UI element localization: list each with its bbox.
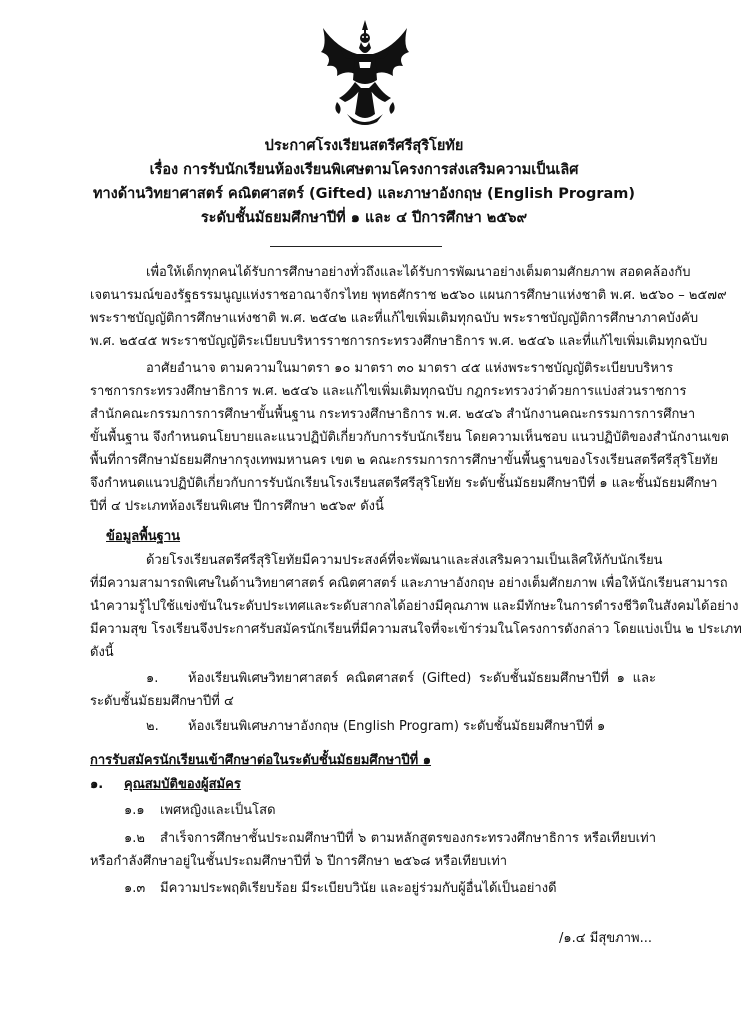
authority-line: ราชการกระทรวงศึกษาธิการ พ.ศ. ๒๕๔๖ และแก้ไขเพิ่มเติมทุกฉบับ กฎกระทรวงว่าด้วยการแบ่งส่วนราชการ: [90, 384, 687, 399]
authority-line: ปีที่ ๔ ประเภทห้องเรียนพิเศษ ปีการศึกษา ๒๕๖๙ ดังนี้: [90, 499, 384, 514]
authority-line: ขั้นพื้นฐาน จึงกำหนดนโยบายและแนวปฏิบัติเกี่ยวกับการรับนักเรียน โดยความเห็นชอบ แนวปฏิบัติของสำนักงานเขต: [90, 430, 729, 445]
qual-number: ๑.๒: [124, 831, 145, 846]
qual-number: ๑.: [90, 777, 104, 792]
type-item: ห้องเรียนพิเศษภาษาอังกฤษ (English Program) ระดับชั้นมัธยมศึกษาปีที่ ๑: [188, 719, 606, 734]
title-divider: [270, 246, 442, 247]
type-item-continued: ระดับชั้นมัธยมศึกษาปีที่ ๔: [90, 694, 234, 709]
background-heading: ข้อมูลพื้นฐาน: [106, 529, 181, 544]
page-continuation: /๑.๔ มีสุขภาพ...: [559, 931, 652, 946]
background-line: มีความสุข โรงเรียนจึงประกาศรับสมัครนักเรียนที่มีความสนใจที่จะเข้าร่วมในโครงการดังกล่าว โดยแบ่งเป็น ๒ ประเภท: [90, 622, 742, 637]
subject-line-3: ระดับชั้นมัธยมศึกษาปีที่ ๑ และ ๔ ปีการศึกษา ๒๕๖๙: [200, 210, 528, 226]
background-line: ที่มีความสามารถพิเศษในด้านวิทยาศาสตร์ คณิตศาสตร์ และภาษาอังกฤษ อย่างเต็มศักยภาพ เพื่อให้นักเรียนสามารถ: [90, 576, 728, 591]
preamble-line: พระราชบัญญัติการศึกษาแห่งชาติ พ.ศ. ๒๕๔๒ และที่แก้ไขเพิ่มเติมทุกฉบับ พระราชบัญญัติการศึกษาภาคบังคับ: [90, 311, 699, 326]
preamble-line: เจตนารมณ์ของรัฐธรรมนูญแห่งราชอาณาจักรไทย พุทธศักราช ๒๕๖๐ แผนการศึกษาแห่งชาติ พ.ศ. ๒๕๖๐ – ๒๕๗๙: [90, 288, 727, 303]
subject-line-2: ทางด้านวิทยาศาสตร์ คณิตศาสตร์ (Gifted) และภาษาอังกฤษ (English Program): [92, 186, 636, 202]
preamble-line: พ.ศ. ๒๕๔๕ พระราชบัญญัติระเบียบบริหารราชการกระทรวงศึกษาธิการ พ.ศ. ๒๕๔๖ และที่แก้ไขเพิ่มเติมทุกฉบับ: [90, 334, 708, 349]
qual-number: ๑.๑: [124, 803, 145, 818]
preamble-line: เพื่อให้เด็กทุกคนได้รับการศึกษาอย่างทั่วถึงและได้รับการพัฒนาอย่างเต็มตามศักยภาพ สอดคล้องกับ: [146, 265, 691, 280]
subject-line: เรื่อง การรับนักเรียนห้องเรียนพิเศษตามโครงการส่งเสริมความเป็นเลิศ: [149, 162, 579, 178]
qual-item: สำเร็จการศึกษาชั้นประถมศึกษาปีที่ ๖ ตามหลักสูตรของกระทรวงศึกษาธิการ หรือเทียบเท่า: [160, 831, 656, 846]
authority-line: พื้นที่การศึกษามัธยมศึกษากรุงเทพมหานคร เขต ๒ คณะกรรมการการศึกษาขั้นพื้นฐานของโรงเรียนสตรีศรีสุริโยทัย: [90, 453, 718, 468]
type-number: ๑.: [146, 671, 159, 686]
authority-line: จึงกำหนดแนวปฏิบัติเกี่ยวกับการรับนักเรียนโรงเรียนสตรีศรีสุริโยทัย ระดับชั้นมัธยมศึกษาปีที่ ๑ และชั้นมัธยมศึกษา: [90, 476, 718, 491]
announcement-title: ประกาศโรงเรียนสตรีศรีสุริโยทัย: [264, 138, 464, 154]
qual-number: ๑.๓: [124, 881, 146, 896]
background-line: นำความรู้ไปใช้แข่งขันในระดับประเทศและระดับสากลได้อย่างมีคุณภาพ และมีทักษะในการดำรงชีวิตในสังคมได้อย่าง: [90, 599, 739, 614]
qual-item-continued: หรือกำลังศึกษาอยู่ในชั้นประถมศึกษาปีที่ ๖ ปีการศึกษา ๒๕๖๘ หรือเทียบเท่า: [90, 854, 508, 869]
type-number: ๒.: [146, 719, 159, 734]
background-line: ด้วยโรงเรียนสตรีศรีสุริโยทัยมีความประสงค์ที่จะพัฒนาและส่งเสริมความเป็นเลิศให้กับนักเรียน: [146, 553, 663, 568]
qual-item: มีความประพฤติเรียบร้อย มีระเบียบวินัย และอยู่ร่วมกับผู้อื่นได้เป็นอย่างดี: [160, 881, 557, 896]
section-heading: การรับสมัครนักเรียนเข้าศึกษาต่อในระดับชั้นมัธยมศึกษาปีที่ ๑: [90, 753, 432, 768]
authority-line: สำนักคณะกรรมการการศึกษาขั้นพื้นฐาน กระทรวงศึกษาธิการ พ.ศ. ๒๕๔๖ สำนักงานคณะกรรมการการศึกษา: [90, 407, 696, 422]
type-item: ห้องเรียนพิเศษวิทยาศาสตร์ คณิตศาสตร์ (Gifted) ระดับชั้นมัธยมศึกษาปีที่ ๑ และ: [188, 671, 656, 686]
garuda-emblem-icon: [317, 18, 413, 130]
background-line: ดังนี้: [90, 645, 114, 660]
qual-heading: คุณสมบัติของผู้สมัคร: [124, 777, 241, 792]
authority-line: อาศัยอำนาจ ตามความในมาตรา ๑๐ มาตรา ๓๐ มาตรา ๔๕ แห่งพระราชบัญญัติระเบียบบริหาร: [146, 361, 674, 376]
qual-item: เพศหญิงและเป็นโสด: [160, 803, 276, 818]
